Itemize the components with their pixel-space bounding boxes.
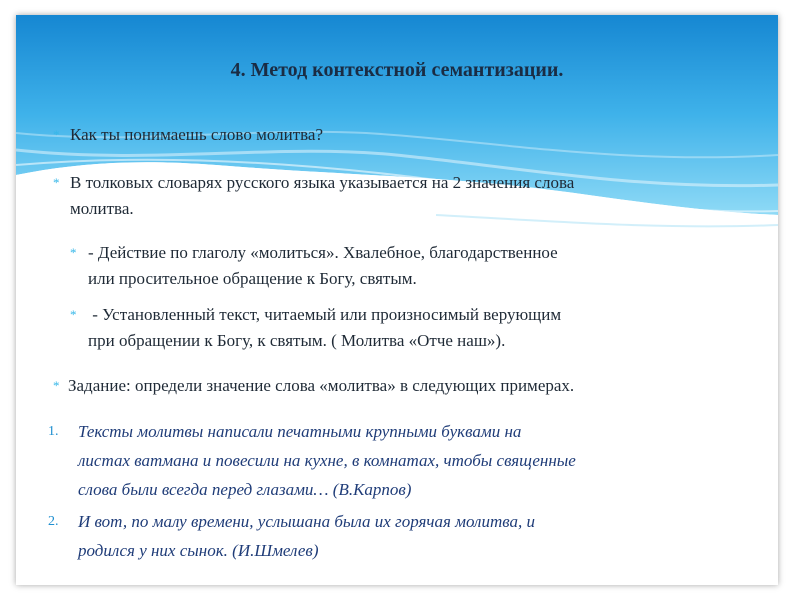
sub-bullet-meaning1-line2: или просительное обращение к Богу, святым. [88,269,417,288]
task-text: Задание: определи значение слова «молитва» в следующих примерах. [68,376,575,395]
slide [16,15,778,585]
slide-title: 4. Метод контекстной семантизации. [230,59,564,81]
example-1-line3: слова были всегда перед глазами… (В.Карпов) [78,480,412,499]
bullet-marker: * [53,175,60,190]
example-number: 2. [48,514,59,529]
bullet-dictionary-line1: В толковых словарях русского языка указывается на 2 значения слова [70,173,575,192]
sub-bullet-marker: * [70,307,77,322]
example-number: 1. [48,424,59,439]
example-1-line2: листах ватмана и повесили на кухне, в комнатах, чтобы священные [78,451,576,470]
bullet-marker: * [53,127,60,142]
sub-bullet-meaning1-line1: - Действие по глаголу «молиться». Хвалебное, благодарственное [88,243,558,262]
example-2-line1: И вот, по малу времени, услышана была их горячая молитва, и [78,512,536,531]
bullet-marker: * [53,378,60,393]
example-2-line2: родился у них сынок. (И.Шмелев) [78,541,319,560]
bullet-dictionary-line2: молитва. [70,199,134,218]
example-1-line1: Тексты молитвы написали печатными крупными буквами на [78,422,522,441]
sub-bullet-marker: * [70,245,77,260]
sub-bullet-meaning2-line1: - Установленный текст, читаемый или произносимый верующим [88,305,562,324]
bullet-question: Как ты понимаешь слово молитва? [70,125,324,144]
sub-bullet-meaning2-line2: при обращении к Богу, к святым. ( Молитва «Отче наш»). [88,331,506,350]
